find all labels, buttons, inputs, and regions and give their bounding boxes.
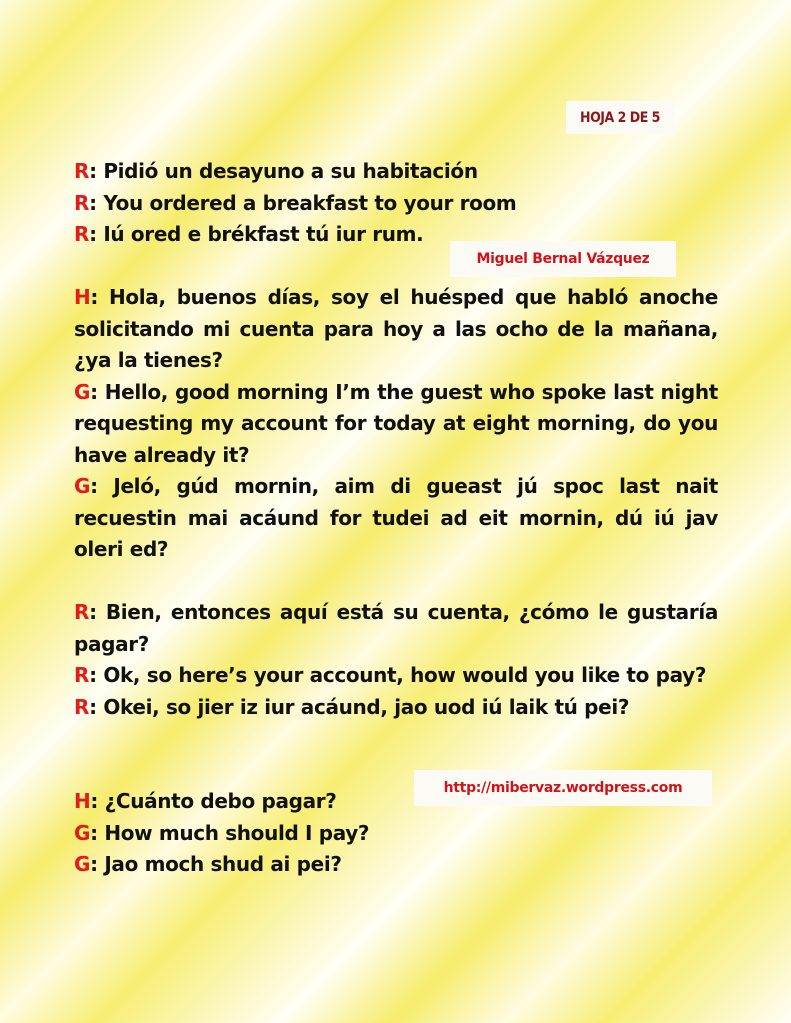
speaker-label: R <box>74 694 90 719</box>
dialogue-line <box>74 156 718 188</box>
dialogue-section-3 <box>74 597 718 723</box>
speaker-label: R <box>74 190 90 215</box>
speaker-label: G <box>74 474 91 498</box>
speaker-label: H <box>74 285 91 309</box>
dialogue-line <box>74 188 718 220</box>
dialogue-line <box>74 849 718 881</box>
line-text: : ¿Cuánto debo pagar? <box>90 789 337 813</box>
dialogue-section-2 <box>74 282 718 566</box>
dialogue-line <box>74 219 718 251</box>
dialogue-section-4 <box>74 786 718 881</box>
dialogue-section-1 <box>74 156 718 251</box>
speaker-label: R <box>74 222 90 246</box>
line-text: : You ordered a breakfast to your room <box>89 190 517 215</box>
dialogue-line <box>74 660 718 692</box>
dialogue-line <box>74 692 718 724</box>
dialogue-line <box>74 818 718 850</box>
speaker-label: R <box>74 600 90 624</box>
speaker-label: R <box>74 159 90 183</box>
line-text: : Hello, good morning I’m the guest who spoke last night requesting my account for today at eight morning, do you have already it? <box>74 379 718 467</box>
speaker-label: G <box>74 820 91 845</box>
website-url-label: http://mibervaz.wordpress.com <box>414 770 712 806</box>
line-text: : Pidió un desayuno a su habitación <box>89 159 478 183</box>
line-text: : Okei, so jier iz iur acáund, jao uod iú laik tú pei? <box>89 694 630 719</box>
speaker-label: G <box>74 379 91 404</box>
line-text: : Hola, buenos días, soy el huésped que habló anoche solicitando mi cuenta para hoy a las ocho de la mañana, ¿ya la tienes? <box>74 285 718 372</box>
speaker-label: R <box>74 663 90 687</box>
dialogue-line <box>74 377 718 472</box>
dialogue-line <box>74 786 718 818</box>
line-text: : Jeló, gúd mornin, aim di gueast jú spoc last nait recuestin mai acáund for tudei ad eit mornin, dú iú jav oleri ed? <box>74 474 718 561</box>
dialogue-line <box>74 282 718 377</box>
dialogue-line <box>74 597 718 660</box>
line-text: : Ok, so here’s your account, how would you like to pay? <box>89 663 707 687</box>
page-number-label: HOJA 2 DE 5 <box>566 101 674 134</box>
line-text: : Bien, entonces aquí está su cuenta, ¿cómo le gustaría pagar? <box>74 600 718 656</box>
line-text: : Jao moch shud ai pei? <box>90 852 342 876</box>
dialogue-line <box>74 471 718 566</box>
speaker-label: H <box>74 789 91 813</box>
line-text: : How much should I pay? <box>90 820 370 845</box>
line-text: : Iú ored e brékfast tú iur rum. <box>89 222 424 246</box>
speaker-label: G <box>74 852 91 876</box>
author-label: Miguel Bernal Vázquez <box>450 241 676 277</box>
